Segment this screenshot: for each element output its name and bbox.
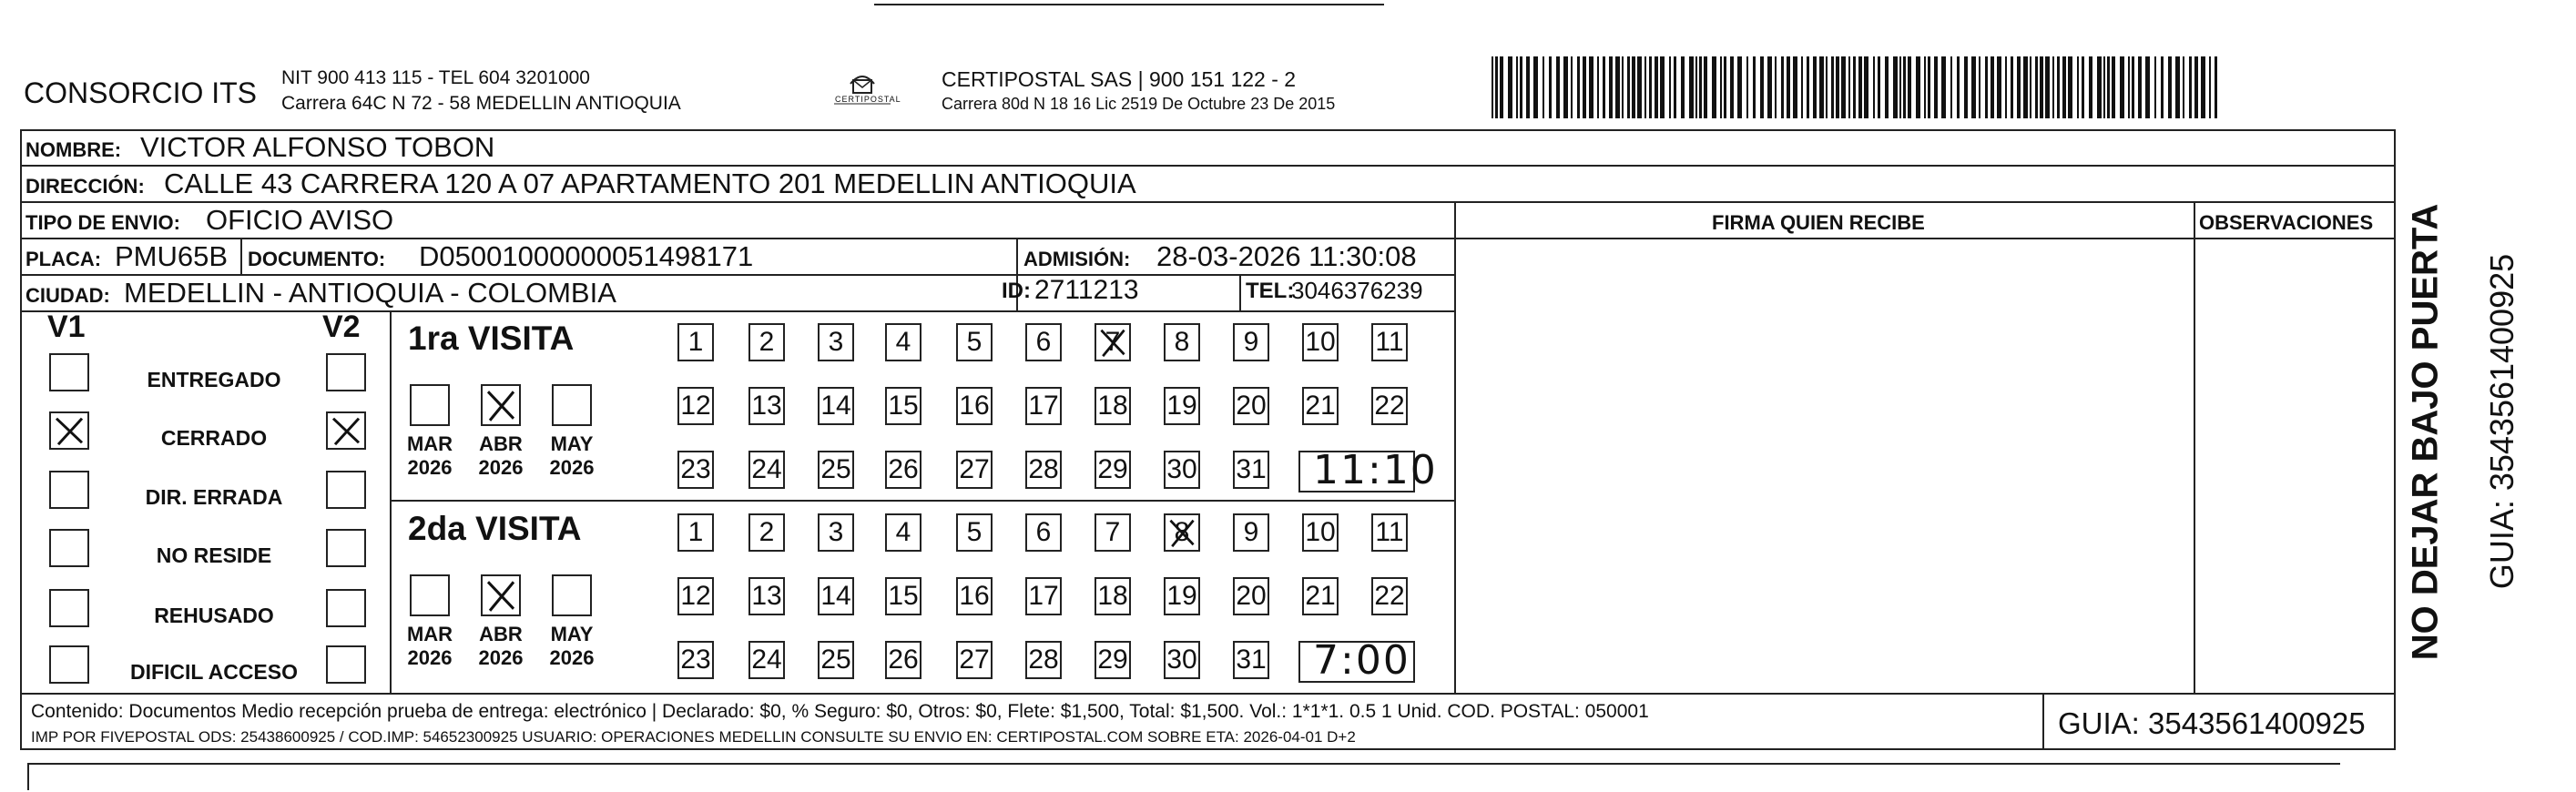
barcode-bar xyxy=(1495,56,1498,118)
barcode-bar xyxy=(1563,56,1568,118)
day-box[interactable]: 21 xyxy=(1302,577,1339,615)
observaciones-header: OBSERVACIONES xyxy=(2199,211,2374,234)
day-box[interactable]: 29 xyxy=(1095,451,1131,489)
v2-checkbox[interactable] xyxy=(326,353,366,391)
barcode-bar xyxy=(1622,56,1624,118)
barcode-bar xyxy=(2120,56,2124,118)
month-checkbox[interactable] xyxy=(410,384,450,426)
day-box[interactable]: 27 xyxy=(956,641,993,679)
day-box[interactable]: 20 xyxy=(1233,577,1269,615)
barcode-bar xyxy=(2132,56,2134,118)
barcode-bar xyxy=(2030,56,2031,118)
barcode-bar xyxy=(2107,56,2110,118)
day-box[interactable]: 18 xyxy=(1095,387,1131,425)
year-label: 2026 xyxy=(478,456,524,479)
barcode-bar xyxy=(2040,56,2043,118)
barcode-bar xyxy=(1928,56,1930,118)
footer-print-line: IMP POR FIVEPOSTAL ODS: 25438600925 / COD.IMP: 54652300925 USUARIO: OPERACIONES MEDELLIN CONSULTE SU ENVIO EN: CERTIPOSTAL.COM SOBRE ETA: 2026-04-01 D+2 xyxy=(31,728,1356,746)
barcode-bar xyxy=(1737,56,1742,118)
carrier-line1: CERTIPOSTAL SAS | 900 151 122 - 2 xyxy=(942,67,1297,91)
barcode-bar xyxy=(2112,56,2115,118)
tel-label: TEL: xyxy=(1246,279,1295,303)
barcode-bar xyxy=(1632,56,1635,118)
status-label: REHUSADO xyxy=(154,604,274,627)
day-box[interactable]: 12 xyxy=(677,577,714,615)
day-box[interactable]: 3 xyxy=(818,513,854,552)
barcode-bar xyxy=(1760,56,1764,118)
day-box[interactable]: 7 xyxy=(1095,513,1131,552)
certipostal-logo xyxy=(830,64,901,111)
v2-checkbox[interactable] xyxy=(326,645,366,684)
month-option xyxy=(401,432,459,480)
barcode-bar xyxy=(1533,56,1538,118)
v2-checkbox[interactable] xyxy=(326,471,366,509)
barcode-bar xyxy=(1864,56,1868,118)
day-box[interactable]: 16 xyxy=(956,577,993,615)
barcode-bar xyxy=(1775,56,1777,118)
barcode-bar xyxy=(2103,56,2105,118)
day-box[interactable]: 10 xyxy=(1302,513,1339,552)
sender-address: Carrera 64C N 72 - 58 MEDELLIN ANTIOQUIA xyxy=(281,93,681,114)
day-box[interactable]: 12 xyxy=(677,387,714,425)
barcode-bar xyxy=(1704,56,1707,118)
barcode-bar xyxy=(1899,56,1901,118)
visit-title: 2da VISITA xyxy=(408,510,582,547)
barcode-bar xyxy=(1941,56,1946,118)
no-dejar-bajo-puerta: NO DEJAR BAJO PUERTA xyxy=(2405,203,2446,661)
visit-time: 11:10 xyxy=(1313,447,1438,493)
day-box[interactable]: 23 xyxy=(677,451,714,489)
direccion-value: CALLE 43 CARRERA 120 A 07 APARTAMENTO 201 MEDELLIN ANTIOQUIA xyxy=(164,168,1136,199)
barcode-bar xyxy=(1793,56,1797,118)
barcode-bar xyxy=(2005,56,2007,118)
barcode-bar xyxy=(1841,56,1846,118)
year-label: 2026 xyxy=(407,456,453,479)
month-label: MAR xyxy=(406,623,453,645)
day-box[interactable]: 15 xyxy=(885,387,921,425)
placa-value: PMU65B xyxy=(115,240,229,272)
placa-label: PLACA: xyxy=(25,248,102,270)
admision-value: 28-03-2026 11:30:08 xyxy=(1156,240,1417,272)
day-box[interactable]: 1 xyxy=(677,513,714,552)
barcode-bar xyxy=(1520,56,1522,118)
barcode-bar xyxy=(1543,56,1544,118)
barcode-bar xyxy=(1916,56,1920,118)
barcode-bar xyxy=(2201,56,2205,118)
barcode-bar xyxy=(1655,56,1658,118)
barcode-bar xyxy=(1819,56,1824,118)
day-box[interactable]: 15 xyxy=(885,577,921,615)
barcode-bar xyxy=(1730,56,1734,118)
barcode-bar xyxy=(1753,56,1756,118)
day-box[interactable]: 9 xyxy=(1233,323,1269,361)
barcode-bar xyxy=(1781,56,1784,118)
year-label: 2026 xyxy=(549,646,595,669)
barcode-bar xyxy=(2209,56,2211,118)
logo-caption: CERTIPOSTAL xyxy=(835,95,901,104)
barcode-bar xyxy=(2017,56,2021,118)
day-box[interactable]: 16 xyxy=(956,387,993,425)
year-label: 2026 xyxy=(407,646,453,669)
day-box[interactable]: 17 xyxy=(1025,577,1062,615)
day-box[interactable]: 11 xyxy=(1371,513,1408,552)
day-box[interactable]: 4 xyxy=(885,323,921,361)
day-box[interactable]: 18 xyxy=(1095,577,1131,615)
admision-label: ADMISIÓN: xyxy=(1023,248,1131,270)
day-box[interactable]: 31 xyxy=(1233,451,1269,489)
day-box[interactable]: 6 xyxy=(1025,323,1062,361)
barcode-bar xyxy=(2215,56,2217,118)
barcode-bar xyxy=(1787,56,1790,118)
status-label: NO RESIDE xyxy=(156,543,272,567)
year-label: 2026 xyxy=(549,456,595,479)
barcode-bar xyxy=(1985,56,1988,118)
v1-checkbox[interactable] xyxy=(49,529,89,567)
month-label: ABR xyxy=(479,432,523,455)
ciudad-value: MEDELLIN - ANTIOQUIA - COLOMBIA xyxy=(124,277,616,309)
barcode-bar xyxy=(2077,56,2079,118)
barcode-bar xyxy=(1836,56,1839,118)
v1-checkbox[interactable] xyxy=(49,471,89,509)
barcode-bar xyxy=(2052,56,2054,118)
v2-checkbox[interactable] xyxy=(326,589,366,627)
barcode-bar xyxy=(1858,56,1862,118)
day-box[interactable]: 3 xyxy=(818,323,854,361)
documento-value: D05001000000051498171 xyxy=(419,240,754,272)
barcode-bar xyxy=(1813,56,1817,118)
day-box[interactable]: 2 xyxy=(748,513,785,552)
day-box[interactable]: 24 xyxy=(748,641,785,679)
day-box[interactable]: 23 xyxy=(677,641,714,679)
barcode-bar xyxy=(1500,56,1503,118)
month-checkbox[interactable] xyxy=(481,384,521,426)
day-box[interactable]: 21 xyxy=(1302,387,1339,425)
barcode-bar xyxy=(1991,56,1994,118)
barcode-bar xyxy=(1583,56,1586,118)
barcode-bar xyxy=(1831,56,1834,118)
barcode-bar xyxy=(1893,56,1898,118)
v2-checkbox[interactable] xyxy=(326,529,366,567)
day-box[interactable]: 31 xyxy=(1233,641,1269,679)
barcode-bar xyxy=(1556,56,1560,118)
barcode-bar xyxy=(1526,56,1530,118)
barcode-icon xyxy=(1492,56,2220,118)
barcode-bar xyxy=(2045,56,2050,118)
visit-time: 7:00 xyxy=(1313,637,1410,684)
barcode-bar xyxy=(1627,56,1630,118)
month-label: ABR xyxy=(479,623,523,645)
barcode-bar xyxy=(2145,56,2150,118)
day-box[interactable]: 29 xyxy=(1095,641,1131,679)
barcode-bar xyxy=(1577,56,1580,118)
day-box[interactable]: 28 xyxy=(1025,641,1062,679)
day-box[interactable]: 4 xyxy=(885,513,921,552)
barcode-bar xyxy=(1807,56,1809,118)
barcode-bar xyxy=(1649,56,1652,118)
day-box[interactable]: 8 xyxy=(1164,323,1200,361)
barcode-bar xyxy=(2089,56,2092,118)
barcode-bar xyxy=(1660,56,1665,118)
barcode-bar xyxy=(1908,56,1911,118)
carrier-line2: Carrera 80d N 18 16 Lic 2519 De Octubre 23 De 2015 xyxy=(942,95,1336,113)
barcode-bar xyxy=(2062,56,2066,118)
barcode-bar xyxy=(1597,56,1599,118)
barcode-bar xyxy=(1885,56,1889,118)
barcode-bar xyxy=(1508,56,1512,118)
day-box[interactable]: 10 xyxy=(1302,323,1339,361)
day-box[interactable]: 27 xyxy=(956,451,993,489)
barcode-bar xyxy=(1979,56,1980,118)
vertical-warning-block xyxy=(2404,129,2520,757)
month-label: MAR xyxy=(406,432,453,455)
barcode-bar xyxy=(1549,56,1552,118)
tipo-envio-label: TIPO DE ENVIO: xyxy=(25,211,180,234)
barcode-bar xyxy=(1964,56,1968,118)
v2-checkbox[interactable] xyxy=(326,411,366,450)
day-box[interactable]: 9 xyxy=(1233,513,1269,552)
barcode-bar xyxy=(1681,56,1685,118)
barcode-bar xyxy=(1903,56,1906,118)
documento-label: DOCUMENTO: xyxy=(248,248,386,270)
barcode-bar xyxy=(1997,56,2001,118)
barcode-bar xyxy=(2011,56,2013,118)
barcode-bar xyxy=(1699,56,1702,118)
year-label: 2026 xyxy=(478,646,524,669)
barcode-bar xyxy=(1492,56,1493,118)
barcode-bar xyxy=(2168,56,2172,118)
barcode-bar xyxy=(2097,56,2102,118)
barcode-bar xyxy=(1924,56,1926,118)
ciudad-label: CIUDAD: xyxy=(25,284,110,307)
month-checkbox[interactable] xyxy=(552,384,592,426)
barcode-bar xyxy=(1801,56,1803,118)
day-box[interactable]: 5 xyxy=(956,513,993,552)
envelope-icon xyxy=(830,64,894,111)
v1-checkbox[interactable] xyxy=(49,353,89,391)
barcode-bar xyxy=(1767,56,1772,118)
footer-guia: GUIA: 3543561400925 xyxy=(2058,706,2366,740)
barcode-bar xyxy=(1873,56,1875,118)
nombre-value: VICTOR ALFONSO TOBON xyxy=(140,131,495,163)
month-label: MAY xyxy=(550,623,594,645)
barcode-bar xyxy=(2161,56,2164,118)
day-box[interactable]: 1 xyxy=(677,323,714,361)
firma-header: FIRMA QUIEN RECIBE xyxy=(1712,211,1925,234)
visit-time-box[interactable] xyxy=(1298,447,1438,493)
v1-checkbox[interactable] xyxy=(49,645,89,684)
day-box[interactable]: 8 xyxy=(1164,513,1200,552)
visit-title: 1ra VISITA xyxy=(408,320,575,357)
month-option xyxy=(472,432,530,480)
day-box[interactable]: 30 xyxy=(1164,451,1200,489)
day-box[interactable]: 5 xyxy=(956,323,993,361)
barcode-bar xyxy=(2068,56,2072,118)
day-box[interactable]: 13 xyxy=(748,577,785,615)
barcode-bar xyxy=(1615,56,1620,118)
barcode-bar xyxy=(1848,56,1850,118)
barcode-bar xyxy=(1637,56,1642,118)
visit-time-box[interactable] xyxy=(1298,637,1415,684)
barcode-bar xyxy=(1853,56,1856,118)
id-label: ID: xyxy=(1002,279,1031,303)
barcode-bar xyxy=(1695,56,1697,118)
barcode-bar xyxy=(2183,56,2184,118)
barcode-bar xyxy=(1669,56,1671,118)
barcode-bar xyxy=(1971,56,1976,118)
barcode-bar xyxy=(1957,56,1960,118)
month-option xyxy=(543,623,601,670)
day-box[interactable]: 14 xyxy=(818,577,854,615)
day-box[interactable]: 22 xyxy=(1371,387,1408,425)
barcode-bar xyxy=(1609,56,1613,118)
v2-label: V2 xyxy=(322,310,361,344)
barcode-bar xyxy=(1950,56,1952,118)
nombre-label: NOMBRE: xyxy=(25,138,122,161)
barcode-bar xyxy=(2128,56,2130,118)
barcode-bar xyxy=(1826,56,1828,118)
sender-contact: NIT 900 413 115 - TEL 604 3201000 xyxy=(281,67,590,88)
day-box[interactable]: 28 xyxy=(1025,451,1062,489)
day-box[interactable]: 17 xyxy=(1025,387,1062,425)
barcode-bar xyxy=(1516,56,1518,118)
day-box[interactable]: 26 xyxy=(885,641,921,679)
status-label: ENTREGADO xyxy=(147,368,281,391)
id-value: 2711213 xyxy=(1034,275,1139,305)
barcode-bar xyxy=(2082,56,2084,118)
day-box[interactable]: 22 xyxy=(1371,577,1408,615)
barcode-bar xyxy=(1689,56,1694,118)
v1-checkbox[interactable] xyxy=(49,589,89,627)
month-checkbox[interactable] xyxy=(410,574,450,616)
status-label: CERRADO xyxy=(160,426,268,450)
barcode-bar xyxy=(2194,56,2198,118)
day-box[interactable]: 19 xyxy=(1164,387,1200,425)
day-box[interactable]: 6 xyxy=(1025,513,1062,552)
sender-name: CONSORCIO ITS xyxy=(24,76,258,109)
month-option xyxy=(472,623,530,670)
tel-value: 3046376239 xyxy=(1291,277,1423,304)
v1-label: V1 xyxy=(47,310,86,344)
barcode-bar xyxy=(1674,56,1676,118)
barcode-bar xyxy=(1644,56,1646,118)
barcode-bar xyxy=(1571,56,1573,118)
direccion-label: DIRECCIÓN: xyxy=(25,175,145,198)
day-box[interactable]: 2 xyxy=(748,323,785,361)
barcode-bar xyxy=(1746,56,1748,118)
month-checkbox[interactable] xyxy=(552,574,592,616)
barcode-bar xyxy=(2057,56,2060,118)
v1-checkbox[interactable] xyxy=(49,411,89,450)
day-box[interactable]: 25 xyxy=(818,641,854,679)
day-box[interactable]: 13 xyxy=(748,387,785,425)
status-label: DIR. ERRADA xyxy=(145,485,283,509)
day-box[interactable]: 30 xyxy=(1164,641,1200,679)
day-box[interactable]: 19 xyxy=(1164,577,1200,615)
day-box[interactable]: 24 xyxy=(748,451,785,489)
barcode-bar xyxy=(1720,56,1722,118)
tipo-envio-value: OFICIO AVISO xyxy=(206,204,394,236)
barcode-bar xyxy=(2189,56,2192,118)
status-label: DIFICIL ACCESO xyxy=(129,660,298,684)
barcode-bar xyxy=(1589,56,1593,118)
day-box[interactable]: 14 xyxy=(818,387,854,425)
barcode-bar xyxy=(1724,56,1726,118)
month-option xyxy=(401,623,459,670)
barcode-bar xyxy=(1878,56,1880,118)
month-option xyxy=(543,432,601,480)
barcode-bar xyxy=(2023,56,2028,118)
barcode-bar xyxy=(1934,56,1938,118)
barcode-bar xyxy=(2175,56,2180,118)
barcode-bar xyxy=(2154,56,2156,118)
day-box[interactable]: 11 xyxy=(1371,323,1408,361)
day-box[interactable]: 20 xyxy=(1233,387,1269,425)
month-checkbox[interactable] xyxy=(481,574,521,616)
vertical-guia: GUIA: 3543561400925 xyxy=(2483,253,2520,590)
month-label: MAY xyxy=(550,432,594,455)
barcode-bar xyxy=(2035,56,2038,118)
barcode-bar xyxy=(1603,56,1605,118)
day-box[interactable]: 7 xyxy=(1095,323,1131,361)
footer-content-line: Contenido: Documentos Medio recepción prueba de entrega: electrónico | Declarado: $0, % Seguro: $0, Otros: $0, Flete: $1,500, Total: $1,500. Vol.: 1*1*1. 0.5 1 Unid. COD. POSTAL: 050001 xyxy=(31,701,1649,722)
barcode-bar xyxy=(2138,56,2142,118)
barcode-bar xyxy=(1712,56,1716,118)
day-box[interactable]: 25 xyxy=(818,451,854,489)
day-box[interactable]: 26 xyxy=(885,451,921,489)
